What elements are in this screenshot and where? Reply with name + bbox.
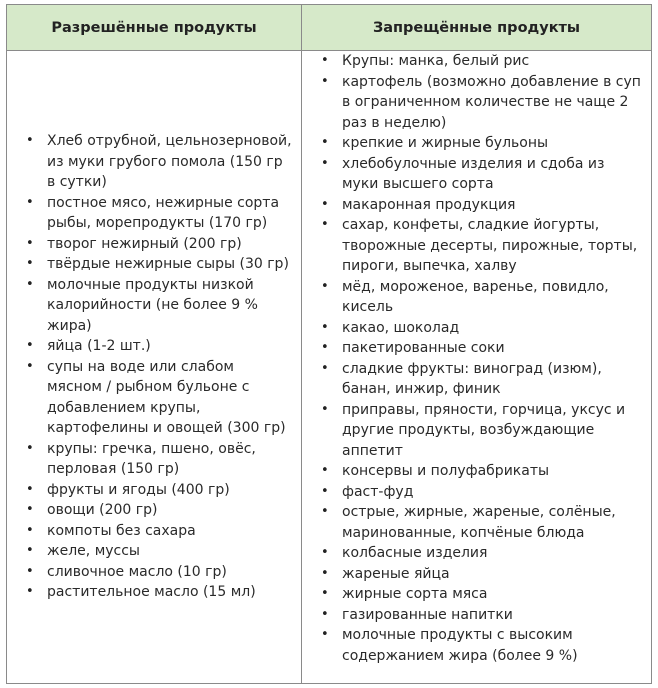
list-item: • Хлеб отрубной, цельнозерновой, из муки грубого помола (150 гр в сутки) <box>47 131 293 193</box>
food-table <box>6 4 652 684</box>
list-item: • супы на воде или слабом мясном / рыбном бульоне с добавлением крупы, картофелины и овощей (300 гр) <box>47 357 293 439</box>
header-allowed: Разрешённые продукты <box>7 5 302 51</box>
list-item: • пакетированные соки <box>342 338 645 359</box>
list-item: • жареные яйца <box>342 564 645 585</box>
forbidden-list <box>302 51 651 666</box>
list-item: • фаст-фуд <box>342 482 645 503</box>
list-item: • картофель (возможно добавление в суп в ограниченном количестве не чаще 2 раз в неделю) <box>342 72 645 134</box>
list-item: • компоты без сахара <box>47 521 293 542</box>
list-item: • колбасные изделия <box>342 543 645 564</box>
list-item: • макаронная продукция <box>342 195 645 216</box>
list-item: • твёрдые нежирные сыры (30 гр) <box>47 254 293 275</box>
header-forbidden: Запрещённые продукты <box>302 5 651 51</box>
list-item: • овощи (200 гр) <box>47 500 293 521</box>
allowed-list <box>7 131 301 603</box>
list-item: • постное мясо, нежирные сорта рыбы, морепродукты (170 гр) <box>47 193 293 234</box>
list-item: • газированные напитки <box>342 605 645 626</box>
list-item: • крепкие и жирные бульоны <box>342 133 645 154</box>
list-item: • мёд, мороженое, варенье, повидло, кисель <box>342 277 645 318</box>
list-item: • острые, жирные, жареные, солёные, маринованные, копчёные блюда <box>342 502 645 543</box>
list-item: • творог нежирный (200 гр) <box>47 234 293 255</box>
allowed-cell <box>7 51 302 683</box>
list-item: • молочные продукты низкой калорийности (не более 9 % жира) <box>47 275 293 337</box>
list-item: • консервы и полуфабрикаты <box>342 461 645 482</box>
list-item: • какао, шоколад <box>342 318 645 339</box>
list-item: • хлебобулочные изделия и сдоба из муки высшего сорта <box>342 154 645 195</box>
list-item: • фрукты и ягоды (400 гр) <box>47 480 293 501</box>
list-item: • жирные сорта мяса <box>342 584 645 605</box>
list-item: • Крупы: манка, белый рис <box>342 51 645 72</box>
list-item: • крупы: гречка, пшено, овёс, перловая (150 гр) <box>47 439 293 480</box>
list-item: • сливочное масло (10 гр) <box>47 562 293 583</box>
list-item: • приправы, пряности, горчица, уксус и другие продукты, возбуждающие аппетит <box>342 400 645 462</box>
list-item: • яйца (1-2 шт.) <box>47 336 293 357</box>
forbidden-cell <box>302 51 651 683</box>
list-item: • сладкие фрукты: виноград (изюм), банан, инжир, финик <box>342 359 645 400</box>
list-item: • растительное масло (15 мл) <box>47 582 293 603</box>
list-item: • молочные продукты с высоким содержанием жира (более 9 %) <box>342 625 645 666</box>
list-item: • желе, муссы <box>47 541 293 562</box>
list-item: • сахар, конфеты, сладкие йогурты, творожные десерты, пирожные, торты, пироги, выпечка, халву <box>342 215 645 277</box>
